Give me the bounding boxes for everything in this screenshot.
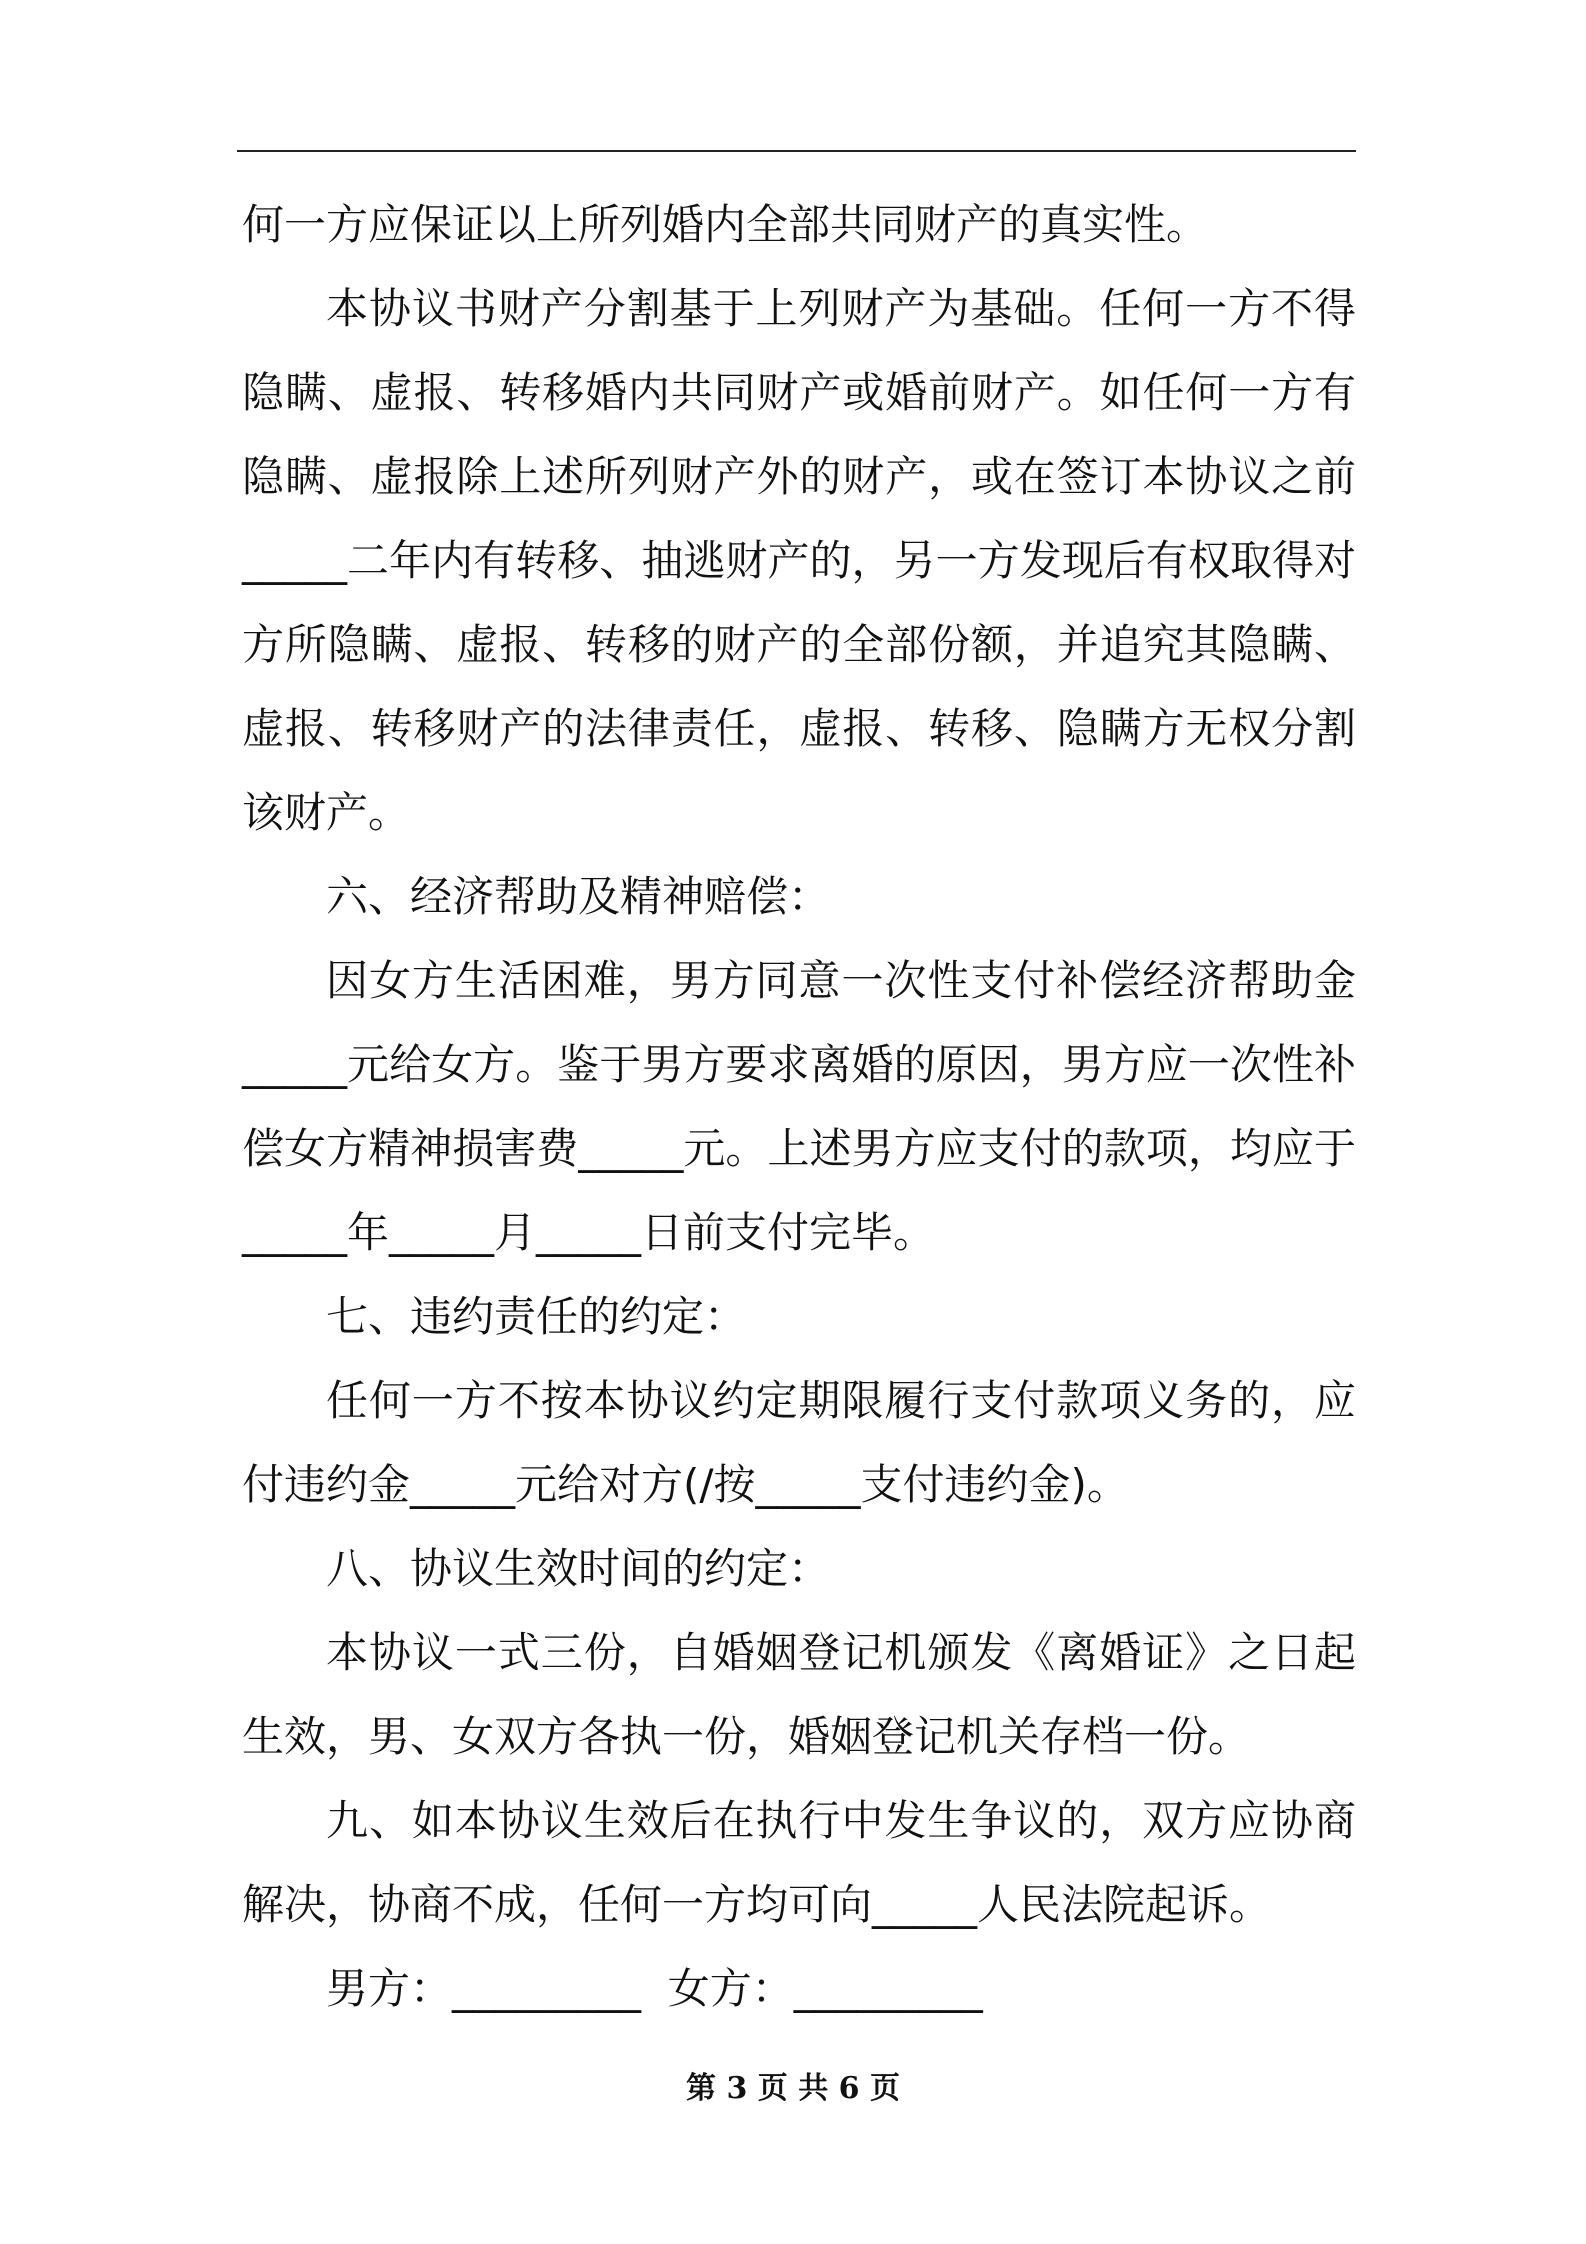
section-heading-six: 六、经济帮助及精神赔偿： [326,872,831,921]
paragraph-economic-help: 因女方生活困难，男方同意一次性支付补偿经济帮助金_____元给女方。鉴于男方要求离婚的原因，男方应一次性补偿女方精神损害费_____元。上述男方应支付的款项，均应于_____年_____月_____日前支付完毕。 [242,956,1356,1257]
paragraph-property-division: 本协议书财产分割基于上列财产为基础。任何一方不得隐瞒、虚报、转移婚内共同财产或婚前财产。如任何一方有隐瞒、虚报除上述所列财产外的财产，或在签订本协议之前_____二年内有转移、抽逃财产的，另一方发现后有权取得对方所隐瞒、虚报、转移的财产的全部份额，并追究其隐瞒、虚报、转移财产的法律责任，虚报、转移、隐瞒方无权分割该财产。 [242,284,1356,837]
section-heading-seven: 七、违约责任的约定： [326,1292,747,1341]
signature-line: 男方：_________ 女方：_________ [326,1964,983,2013]
section-heading-eight: 八、协议生效时间的约定： [326,1544,831,1593]
document-body [242,183,1356,2031]
paragraph-dispute-resolution: 九、如本协议生效后在执行中发生争议的，双方应协商解决，协商不成，任何一方均可向_____人民法院起诉。 [242,1796,1356,1929]
page-number-footer: 第 3 页 共 6 页 [686,2071,900,2106]
paragraph-continuation: 何一方应保证以上所列婚内全部共同财产的真实性。 [242,200,1209,249]
paragraph-effective-time: 本协议一式三份，自婚姻登记机颁发《离婚证》之日起生效，男、女双方各执一份，婚姻登记机关存档一份。 [242,1628,1356,1761]
header-rule [237,150,1356,152]
paragraph-breach-liability: 任何一方不按本协议约定期限履行支付款项义务的，应付违约金_____元给对方(/按_____支付违约金)。 [242,1376,1356,1509]
